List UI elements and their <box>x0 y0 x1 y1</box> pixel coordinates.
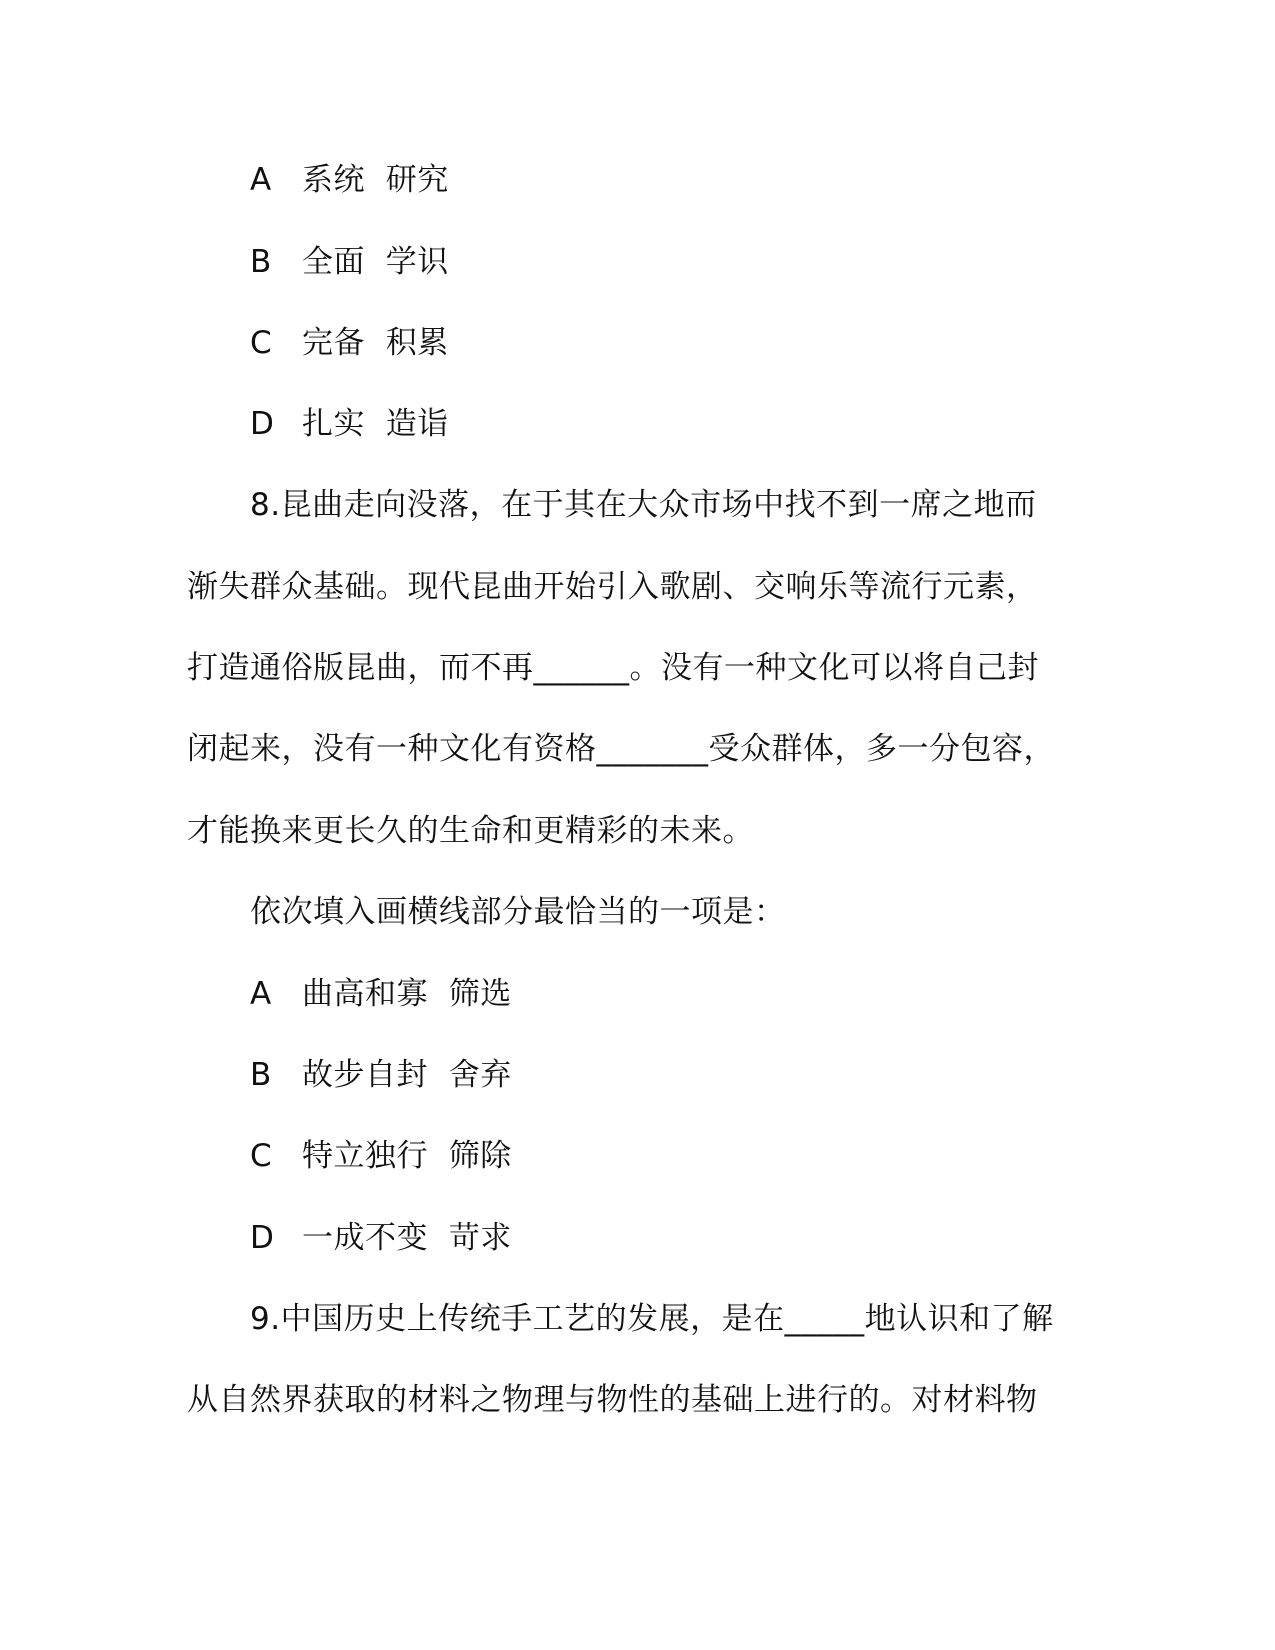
option-a <box>250 160 449 200</box>
option-b <box>250 242 449 282</box>
q9-line-2: 从自然界获取的材料之物理与物性的基础上进行的。对材料物 <box>187 1382 1038 1418</box>
option-letter: D <box>250 406 275 442</box>
q8-line-2: 渐失群众基础。现代昆曲开始引入歌剧、交响乐等流行元素， <box>187 569 1038 605</box>
option-letter: B <box>250 244 272 280</box>
option-letter: A <box>250 976 272 1012</box>
q8-option-b <box>250 1055 512 1095</box>
option-letter: D <box>250 1220 275 1256</box>
q8-prompt: 依次填入画横线部分最恰当的一项是： <box>250 894 786 930</box>
option-text: 系统 研究 <box>302 162 449 198</box>
q8-option-a <box>250 974 512 1014</box>
option-text: 曲高和寡 筛选 <box>302 976 512 1012</box>
option-d <box>250 404 449 444</box>
q9-line-1: 9.中国历史上传统手工艺的发展，是在_____地认识和了解 <box>250 1301 1054 1337</box>
option-letter: A <box>250 162 272 198</box>
option-text: 全面 学识 <box>302 244 449 280</box>
q8-line-4: 闭起来，没有一种文化有资格_______受众群体，多一分包容， <box>187 731 1055 767</box>
q8-line-5: 才能换来更长久的生命和更精彩的未来。 <box>187 813 754 849</box>
option-c <box>250 323 449 363</box>
option-text: 故步自封 舍弃 <box>302 1057 512 1093</box>
q8-line-3: 打造通俗版昆曲，而不再______。没有一种文化可以将自己封 <box>187 650 1039 686</box>
q8-option-c <box>250 1136 512 1176</box>
q8-line-1: 8.昆曲走向没落，在于其在大众市场中找不到一席之地而 <box>250 487 1037 523</box>
option-letter: C <box>250 325 273 361</box>
option-text: 扎实 造诣 <box>302 406 449 442</box>
q8-option-d <box>250 1218 512 1258</box>
option-text: 一成不变 苛求 <box>302 1220 512 1256</box>
option-text: 特立独行 筛除 <box>302 1138 512 1174</box>
option-text: 完备 积累 <box>302 325 449 361</box>
option-letter: C <box>250 1138 273 1174</box>
option-letter: B <box>250 1057 272 1093</box>
